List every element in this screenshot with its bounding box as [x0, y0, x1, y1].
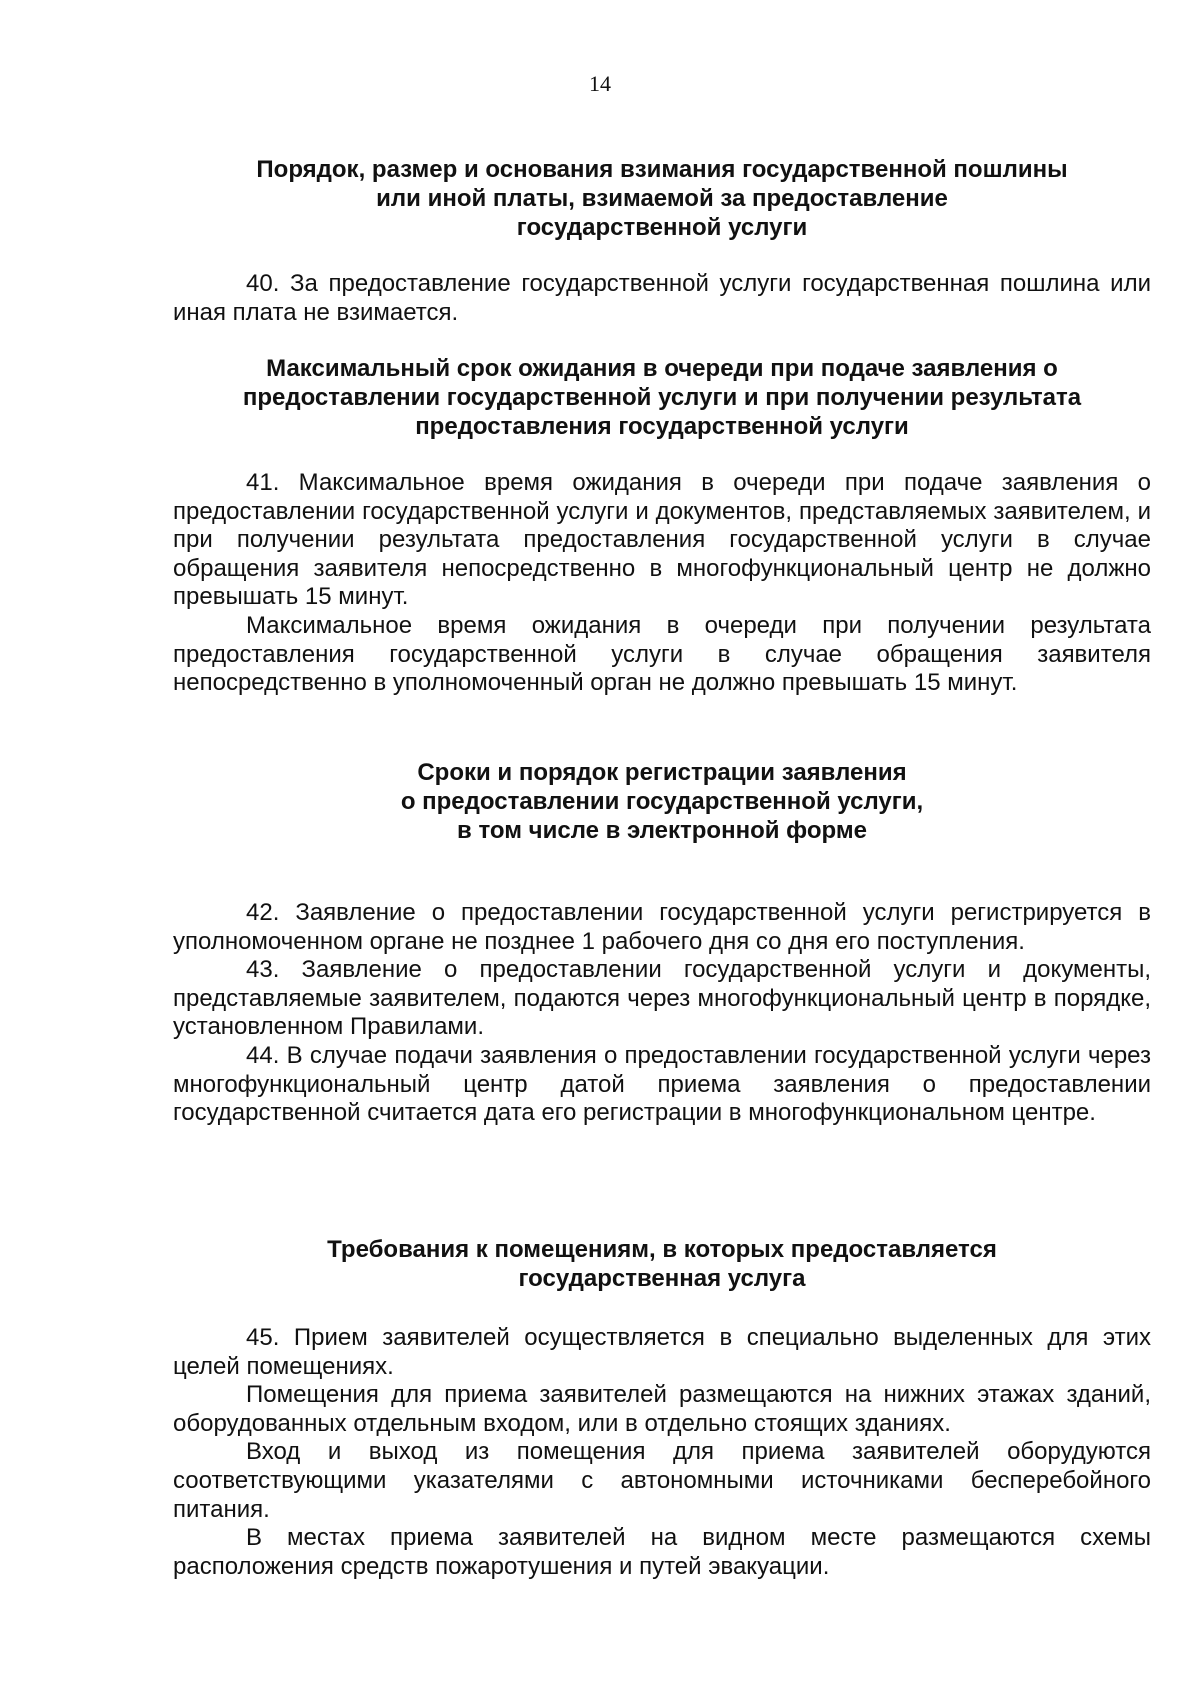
heading-line: Порядок, размер и основания взимания государственной пошлины: [256, 156, 1068, 183]
section-body-fee: [173, 270, 1151, 327]
section-body-queue-time: [173, 469, 1151, 698]
heading-line: предоставлении государственной услуги и при получении результата: [242, 384, 1082, 411]
heading-line: в том числе в электронной форме: [457, 817, 867, 844]
paragraph-42: 42. Заявление о предоставлении государственной услуги регистрируется в уполномоченном органе не позднее 1 рабочего дня со дня его поступления.: [173, 899, 1151, 955]
section-heading-registration: [173, 758, 1151, 845]
paragraph-43: 43. Заявление о предоставлении государственной услуги и документы, представляемые заявителем, подаются через многофункциональный центр в порядке, установленном Правилами.: [173, 956, 1151, 1041]
section-heading-premises: [173, 1235, 1151, 1293]
heading-line: государственной услуги: [516, 214, 808, 241]
page-number: 14: [589, 71, 611, 96]
heading-line: государственная услуга: [518, 1265, 806, 1292]
paragraph-45-entrance-signage: Вход и выход из помещения для приема заявителей оборудуются соответствующими указателями с автономными источниками бесперебойного питания.: [173, 1438, 1151, 1523]
paragraph-40: 40. За предоставление государственной услуги государственная пошлина или иная плата не взимается.: [173, 270, 1151, 326]
heading-line: предоставления государственной услуги: [415, 413, 909, 440]
paragraph-45-evacuation-schemes: В местах приема заявителей на видном месте размещаются схемы расположения средств пожаротушения и путей эвакуации.: [173, 1524, 1151, 1580]
heading-line: Требования к помещениям, в которых предоставляется: [327, 1236, 997, 1263]
section-body-registration: [173, 899, 1151, 1128]
paragraph-44: 44. В случае подачи заявления о предоставлении государственной услуги через многофункциональный центр датой приема заявления о предоставлении государственной считается дата его регистрации в многофункциональном центре.: [173, 1041, 1151, 1127]
heading-line: Сроки и порядок регистрации заявления: [417, 759, 907, 786]
paragraph-45: 45. Прием заявителей осуществляется в специально выделенных для этих целей помещениях.: [173, 1324, 1151, 1380]
paragraph-41-continued: Максимальное время ожидания в очереди при получении результата предоставления государственной услуги в случае обращения заявителя непосредственно в уполномоченный орган не должно превышать 15 минут.: [173, 611, 1151, 697]
heading-line: Максимальный срок ожидания в очереди при подаче заявления о: [266, 355, 1058, 382]
section-heading-queue-time: [173, 354, 1151, 441]
heading-line: или иной платы, взимаемой за предоставление: [376, 185, 948, 212]
paragraph-45-premises-location: Помещения для приема заявителей размещаются на нижних этажах зданий, оборудованных отдельным входом, или в отдельно стоящих зданиях.: [173, 1381, 1151, 1437]
heading-line: о предоставлении государственной услуги,: [400, 788, 924, 815]
section-body-premises: [173, 1324, 1151, 1581]
paragraph-41: 41. Максимальное время ожидания в очереди при подаче заявления о предоставлении государственной услуги и документов, представляемых заявителем, и при получении результата предоставления государственной услуги в случае обращения заявителя непосредственно в многофункциональный центр не должно превышать 15 минут.: [173, 469, 1151, 611]
section-heading-fee: [173, 155, 1151, 242]
